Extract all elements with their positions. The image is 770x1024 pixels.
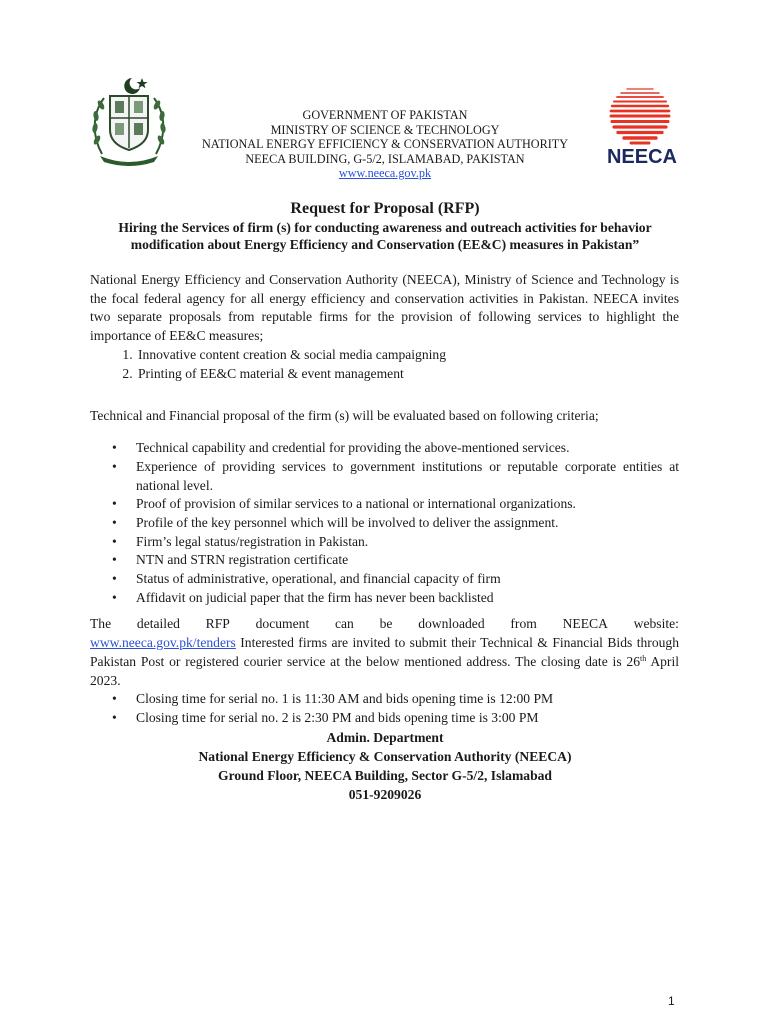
footer-phone: 051-9209026: [348, 787, 422, 802]
contact-block: [0, 728, 770, 804]
list-item: • Proof of provision of similar services to a national or international organizations.: [136, 495, 679, 514]
download-first-line: The detailed RFP document can be downloaded from NEECA website:: [90, 616, 679, 632]
list-item: • Closing time for serial no. 1 is 11:30 AM and bids opening time is 12:00 PM: [136, 690, 679, 709]
list-item: • Technical capability and credential for providing the above-mentioned services.: [136, 439, 679, 458]
header-line-ministry: MINISTRY OF SCIENCE & TECHNOLOGY: [270, 122, 500, 137]
bullet: •: [112, 691, 117, 707]
header-line-address: NEECA BUILDING, G-5/2, ISLAMABAD, PAKISTAN: [245, 151, 525, 166]
list-item: 2. Printing of EE&C material & event management: [136, 365, 679, 384]
header-line-government: GOVERNMENT OF PAKISTAN: [302, 108, 468, 122]
services-list: [90, 346, 679, 383]
bullet: •: [112, 496, 117, 512]
download-paragraph: www.neeca.gov.pk/tenders Interested firms are invited to submit their Technical & Financial Bids through Pakistan Post or registered courier service at the below mentioned address. The closing date is 26th April 2023.: [90, 635, 680, 688]
bullet: •: [112, 571, 117, 587]
page-number: 1: [668, 994, 675, 1008]
bullet: •: [112, 533, 117, 549]
list-item: 1. Innovative content creation & social media campaigning: [136, 346, 679, 365]
bullet: •: [112, 440, 117, 456]
list-item: • Profile of the key personnel which will be involved to deliver the assignment.: [136, 514, 679, 533]
bullet: •: [112, 458, 117, 474]
page-subtitle: Hiring the Services of firm (s) for conducting awareness and outreach activities for behavior modification about Energy Efficiency and Conservation (EE&C) measures in Pakistan”: [118, 220, 652, 252]
tenders-link[interactable]: www.neeca.gov.pk/tenders: [90, 635, 236, 651]
bullet: •: [112, 589, 117, 605]
list-item: • Status of administrative, operational, and financial capacity of firm: [136, 570, 679, 589]
header-line-authority: NATIONAL ENERGY EFFICIENCY & CONSERVATION AUTHORITY: [201, 137, 569, 152]
list-item: • Affidavit on judicial paper that the firm has never been backlisted: [136, 589, 679, 608]
header-website-link[interactable]: www.neeca.gov.pk: [338, 166, 432, 181]
neeca-logo-icon: [598, 84, 686, 166]
criteria-intro: Technical and Financial proposal of the firm (s) will be evaluated based on following criteria;: [90, 407, 599, 423]
footer-department: Admin. Department: [326, 730, 444, 745]
list-item: • Firm’s legal status/registration in Pakistan.: [136, 533, 679, 552]
document-body: [90, 271, 679, 728]
neeca-logo-text: NEECA: [606, 146, 678, 166]
intro-paragraph: National Energy Efficiency and Conservation Authority (NEECA), Ministry of Science and Technology is the focal federal agency for all energy efficiency and conservation activities in Pakistan. NEECA invites two separate proposals from reputable firms for the provision of following services to highlight the importance of EE&C measures;: [90, 272, 679, 344]
list-item: • NTN and STRN registration certificate: [136, 551, 679, 570]
list-item: • Experience of providing services to government institutions or reputable corporate entities at national level.: [112, 458, 679, 493]
criteria-list: [90, 439, 679, 607]
page-title: Request for Proposal (RFP): [290, 200, 480, 217]
footer-authority: National Energy Efficiency & Conservation Authority (NEECA): [198, 749, 572, 764]
bullet: •: [112, 552, 117, 568]
footer-address: Ground Floor, NEECA Building, Sector G-5/2, Islamabad: [218, 768, 552, 783]
bullet: •: [112, 709, 117, 725]
list-item: • Closing time for serial no. 2 is 2:30 PM and bids opening time is 3:00 PM: [136, 709, 679, 728]
bullet: •: [112, 514, 117, 530]
closing-times-list: [90, 690, 679, 727]
